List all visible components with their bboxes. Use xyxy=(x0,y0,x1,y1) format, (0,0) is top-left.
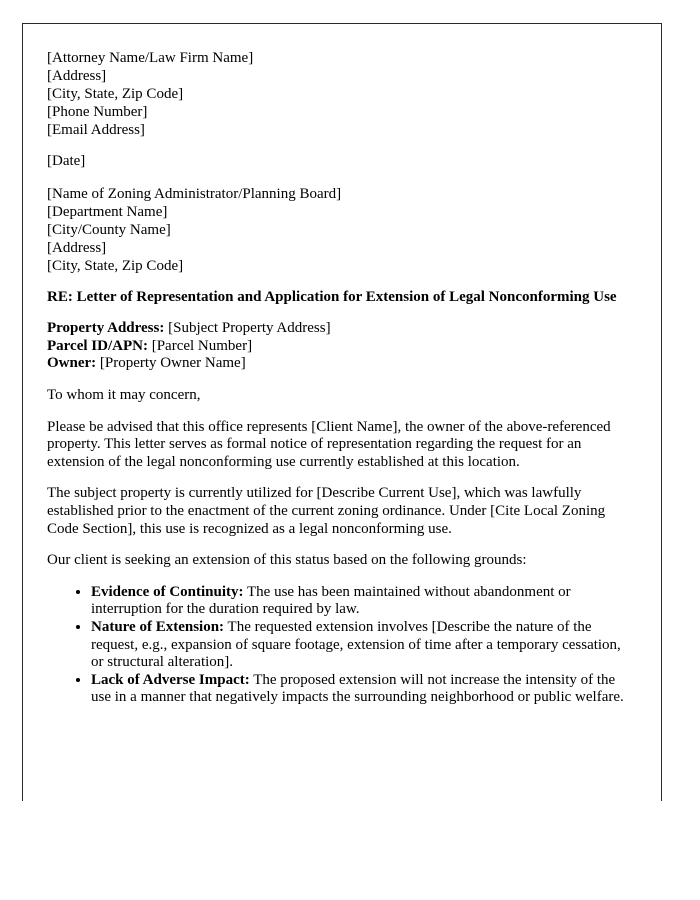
fact-parcel-id-value: [Parcel Number] xyxy=(147,337,253,354)
recipient-line-address: [Address] xyxy=(47,239,107,256)
ground-label-continuity: Evidence of Continuity: xyxy=(91,583,244,600)
ground-text-nature-of-extension: The requested extension involves [Describe the nature of the request, e.g., expansion of square footage, extension of time after a temporary cessation, or structural alteration]. xyxy=(91,618,621,671)
sender-line-address: [Address] xyxy=(47,68,107,84)
recipient-line-name: [Name of Zoning Administrator/Planning Board] xyxy=(47,185,342,202)
recipient-line-city-county: [City/County Name] xyxy=(47,221,171,238)
property-facts-block xyxy=(47,320,631,373)
sender-line-email: [Email Address] xyxy=(47,122,145,138)
list-item xyxy=(91,619,631,672)
fact-parcel-id xyxy=(47,338,631,356)
document-body xyxy=(47,49,631,721)
date-line: [Date] xyxy=(47,153,86,169)
grounds-list xyxy=(47,584,631,707)
list-item xyxy=(91,672,631,707)
body-paragraph-1: Please be advised that this office represents [Client Name], the owner of the above-referenced property. This letter serves as formal notice of representation regarding the request for an extension of the legal nonconforming use currently established at this location. xyxy=(47,418,611,470)
ground-text-continuity: The use has been maintained without abandonment or interruption for the duration required by law. xyxy=(91,583,571,618)
fact-owner xyxy=(47,355,631,373)
fact-property-address-label: Property Address: xyxy=(47,320,165,337)
ground-label-lack-of-adverse-impact: Lack of Adverse Impact: xyxy=(91,671,250,688)
sender-line-city-state-zip: [City, State, Zip Code] xyxy=(47,86,184,102)
sender-line-name: [Attorney Name/Law Firm Name] xyxy=(47,50,254,66)
body-paragraph-2: The subject property is currently utilized for [Describe Current Use], which was lawfully established prior to the enactment of the current zoning ordinance. Under [Cite Local Zoning Code Section], this use is recognized as a legal nonconforming use. xyxy=(47,485,606,537)
ground-label-nature-of-extension: Nature of Extension: xyxy=(91,618,225,635)
document-page xyxy=(22,23,662,801)
recipient-line-city-state-zip: [City, State, Zip Code] xyxy=(47,257,184,274)
fact-owner-label: Owner: xyxy=(47,355,97,372)
sender-address-block xyxy=(47,49,631,139)
fact-owner-value: [Property Owner Name] xyxy=(96,355,246,372)
re-subject-heading: RE: Letter of Representation and Application for Extension of Legal Nonconforming Use xyxy=(47,288,617,305)
ground-text-lack-of-adverse-impact: The proposed extension will not increase the intensity of the use in a manner that negatively impacts the surrounding neighborhood or public welfare. xyxy=(91,671,624,706)
fact-parcel-id-label: Parcel ID/APN: xyxy=(47,337,148,354)
salutation: To whom it may concern, xyxy=(47,386,201,403)
recipient-line-department: [Department Name] xyxy=(47,203,168,220)
fact-property-address-value: [Subject Property Address] xyxy=(164,320,331,337)
sender-line-phone: [Phone Number] xyxy=(47,104,148,120)
list-item xyxy=(91,584,631,619)
recipient-address-block xyxy=(47,185,631,275)
fact-property-address xyxy=(47,320,631,338)
grounds-intro: Our client is seeking an extension of this status based on the following grounds: xyxy=(47,552,527,569)
